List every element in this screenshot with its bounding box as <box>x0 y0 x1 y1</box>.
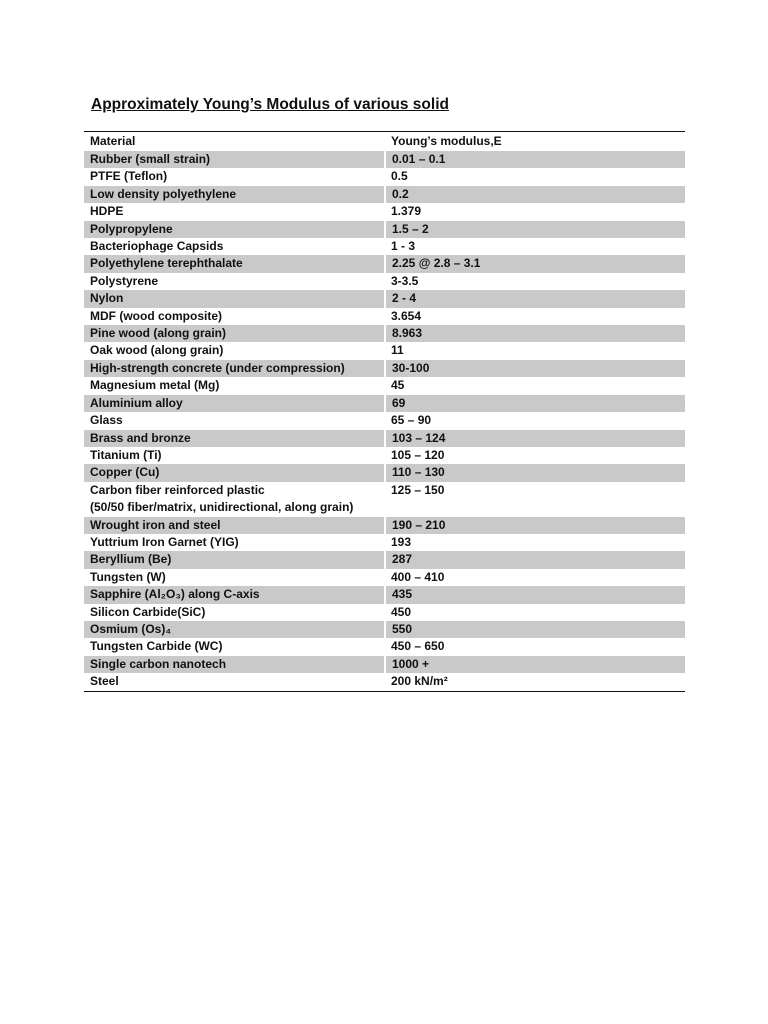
material-name: Nylon <box>90 291 124 306</box>
header-material: Material <box>90 134 136 148</box>
modulus-value: 11 <box>391 343 404 358</box>
modulus-cell <box>385 482 685 517</box>
modulus-value: 125 – 150 <box>391 482 445 497</box>
material-name: Titanium (Ti) <box>90 447 162 462</box>
material-cell <box>84 273 385 290</box>
table-row <box>84 517 685 534</box>
modulus-value: 190 – 210 <box>392 517 446 532</box>
table-row <box>84 656 685 673</box>
material-cell <box>84 290 385 307</box>
modulus-cell <box>385 273 685 290</box>
material-cell <box>84 447 385 464</box>
table-row <box>84 273 685 290</box>
material-cell <box>84 325 385 342</box>
material-cell <box>84 151 385 168</box>
table-row <box>84 325 685 342</box>
modulus-cell <box>385 517 685 534</box>
modulus-value: 435 <box>392 587 413 602</box>
material-cell <box>84 621 385 638</box>
material-name: Tungsten (W) <box>90 569 166 584</box>
modulus-value: 550 <box>392 621 413 636</box>
table-row <box>84 447 685 464</box>
material-name: Osmium (Os)₄ <box>90 621 172 636</box>
table-row <box>84 203 685 220</box>
material-cell <box>84 569 385 586</box>
material-name: Brass and bronze <box>90 430 191 445</box>
modulus-cell <box>385 673 685 691</box>
modulus-cell <box>385 186 685 203</box>
modulus-cell <box>385 308 685 325</box>
material-name: Sapphire (Al₂O₃) along C-axis <box>90 587 260 602</box>
material-name: Tungsten Carbide (WC) <box>90 639 223 654</box>
modulus-value: 103 – 124 <box>392 430 446 445</box>
modulus-cell <box>385 604 685 621</box>
table-header-row <box>84 132 685 152</box>
table-row <box>84 308 685 325</box>
material-cell <box>84 482 385 517</box>
material-cell <box>84 395 385 412</box>
material-cell <box>84 517 385 534</box>
table-row <box>84 342 685 359</box>
table-row <box>84 255 685 272</box>
modulus-value: 1 - 3 <box>391 239 416 254</box>
modulus-cell <box>385 168 685 185</box>
modulus-value: 65 – 90 <box>391 413 432 428</box>
material-name: Rubber (small strain) <box>90 152 211 166</box>
table-row <box>84 638 685 655</box>
material-cell <box>84 534 385 551</box>
table-row <box>84 534 685 551</box>
material-cell <box>84 168 385 185</box>
material-name: Glass <box>90 413 123 428</box>
table-row <box>84 464 685 481</box>
material-cell <box>84 238 385 255</box>
material-name: Polypropylene <box>90 221 173 236</box>
modulus-value: 3.654 <box>391 308 422 323</box>
table-row <box>84 673 685 691</box>
table-row <box>84 360 685 377</box>
modulus-value: 1.379 <box>391 204 422 219</box>
material-cell <box>84 604 385 621</box>
modulus-cell <box>385 551 685 568</box>
youngs-modulus-table <box>84 131 685 692</box>
table-row <box>84 395 685 412</box>
modulus-value: 400 – 410 <box>391 569 445 584</box>
modulus-cell <box>385 290 685 307</box>
material-name: Magnesium metal (Mg) <box>90 378 220 393</box>
material-cell <box>84 255 385 272</box>
material-cell <box>84 412 385 429</box>
modulus-value: 0.2 <box>392 186 409 201</box>
material-name: HDPE <box>90 204 124 219</box>
modulus-value: 105 – 120 <box>391 447 445 462</box>
material-cell <box>84 656 385 673</box>
material-name: MDF (wood composite) <box>90 308 222 323</box>
modulus-cell <box>385 430 685 447</box>
material-cell <box>84 551 385 568</box>
modulus-cell <box>385 360 685 377</box>
material-name-line2: (50/50 fiber/matrix, unidirectional, along grain) <box>90 500 354 515</box>
modulus-cell <box>385 395 685 412</box>
modulus-cell <box>385 586 685 603</box>
table-row <box>84 151 685 168</box>
modulus-cell <box>385 412 685 429</box>
modulus-value: 287 <box>392 552 413 567</box>
modulus-value: 450 <box>391 604 412 619</box>
material-name: High-strength concrete (under compression) <box>90 360 345 375</box>
modulus-cell <box>385 638 685 655</box>
table-row <box>84 604 685 621</box>
modulus-value: 30-100 <box>392 360 430 375</box>
material-name: Carbon fiber reinforced plastic <box>90 482 265 497</box>
material-name: Bacteriophage Capsids <box>90 239 224 254</box>
material-name: Beryllium (Be) <box>90 552 172 567</box>
table-row <box>84 621 685 638</box>
modulus-value: 45 <box>391 378 405 393</box>
modulus-cell <box>385 464 685 481</box>
table-row <box>84 430 685 447</box>
modulus-value: 0.01 – 0.1 <box>392 152 446 166</box>
material-cell <box>84 673 385 691</box>
material-cell <box>84 221 385 238</box>
material-name: PTFE (Teflon) <box>90 169 168 184</box>
modulus-value: 0.5 <box>391 169 408 184</box>
modulus-cell <box>385 221 685 238</box>
modulus-cell <box>385 534 685 551</box>
material-cell <box>84 186 385 203</box>
material-cell <box>84 464 385 481</box>
material-cell <box>84 203 385 220</box>
material-name: Yuttrium Iron Garnet (YIG) <box>90 534 239 549</box>
document-title: Approximately Young’s Modulus of various solid <box>91 96 449 113</box>
modulus-cell <box>385 325 685 342</box>
material-name: Copper (Cu) <box>90 465 160 480</box>
material-name: Aluminium alloy <box>90 395 183 410</box>
material-cell <box>84 360 385 377</box>
modulus-value: 8.963 <box>392 326 423 341</box>
material-name: Steel <box>90 674 119 689</box>
modulus-cell <box>385 621 685 638</box>
material-cell <box>84 430 385 447</box>
modulus-value: 2.25 @ 2.8 – 3.1 <box>392 256 481 271</box>
modulus-cell <box>385 203 685 220</box>
modulus-cell <box>385 255 685 272</box>
modulus-cell <box>385 377 685 394</box>
header-modulus: Young’s modulus,E <box>391 134 502 148</box>
table-row <box>84 482 685 517</box>
material-cell <box>84 342 385 359</box>
modulus-cell <box>385 342 685 359</box>
table-row <box>84 551 685 568</box>
table-row <box>84 221 685 238</box>
modulus-value: 69 <box>392 395 406 410</box>
material-cell <box>84 638 385 655</box>
material-name: Polystyrene <box>90 273 159 288</box>
modulus-value: 3-3.5 <box>391 273 419 288</box>
table-row <box>84 290 685 307</box>
table-row <box>84 168 685 185</box>
modulus-cell <box>385 151 685 168</box>
modulus-value: 200 kN/m² <box>391 674 448 689</box>
material-name: Single carbon nanotech <box>90 656 227 671</box>
material-name: Oak wood (along grain) <box>90 343 224 358</box>
modulus-value: 110 – 130 <box>392 465 445 480</box>
modulus-value: 2 - 4 <box>392 291 417 306</box>
modulus-value: 1000 + <box>392 656 430 671</box>
table-row <box>84 412 685 429</box>
material-cell <box>84 308 385 325</box>
material-cell <box>84 586 385 603</box>
modulus-value: 450 – 650 <box>391 639 445 654</box>
material-name: Wrought iron and steel <box>90 517 221 532</box>
modulus-cell <box>385 238 685 255</box>
material-name: Pine wood (along grain) <box>90 326 226 341</box>
table-row <box>84 586 685 603</box>
table-row <box>84 186 685 203</box>
modulus-cell <box>385 656 685 673</box>
table-row <box>84 569 685 586</box>
modulus-cell <box>385 447 685 464</box>
modulus-value: 193 <box>391 534 412 549</box>
material-name: Low density polyethylene <box>90 186 237 201</box>
table-row <box>84 238 685 255</box>
material-name: Polyethylene terephthalate <box>90 256 243 271</box>
table-row <box>84 377 685 394</box>
modulus-cell <box>385 569 685 586</box>
material-name: Silicon Carbide(SiC) <box>90 604 206 619</box>
material-cell <box>84 377 385 394</box>
modulus-value: 1.5 – 2 <box>392 221 429 236</box>
